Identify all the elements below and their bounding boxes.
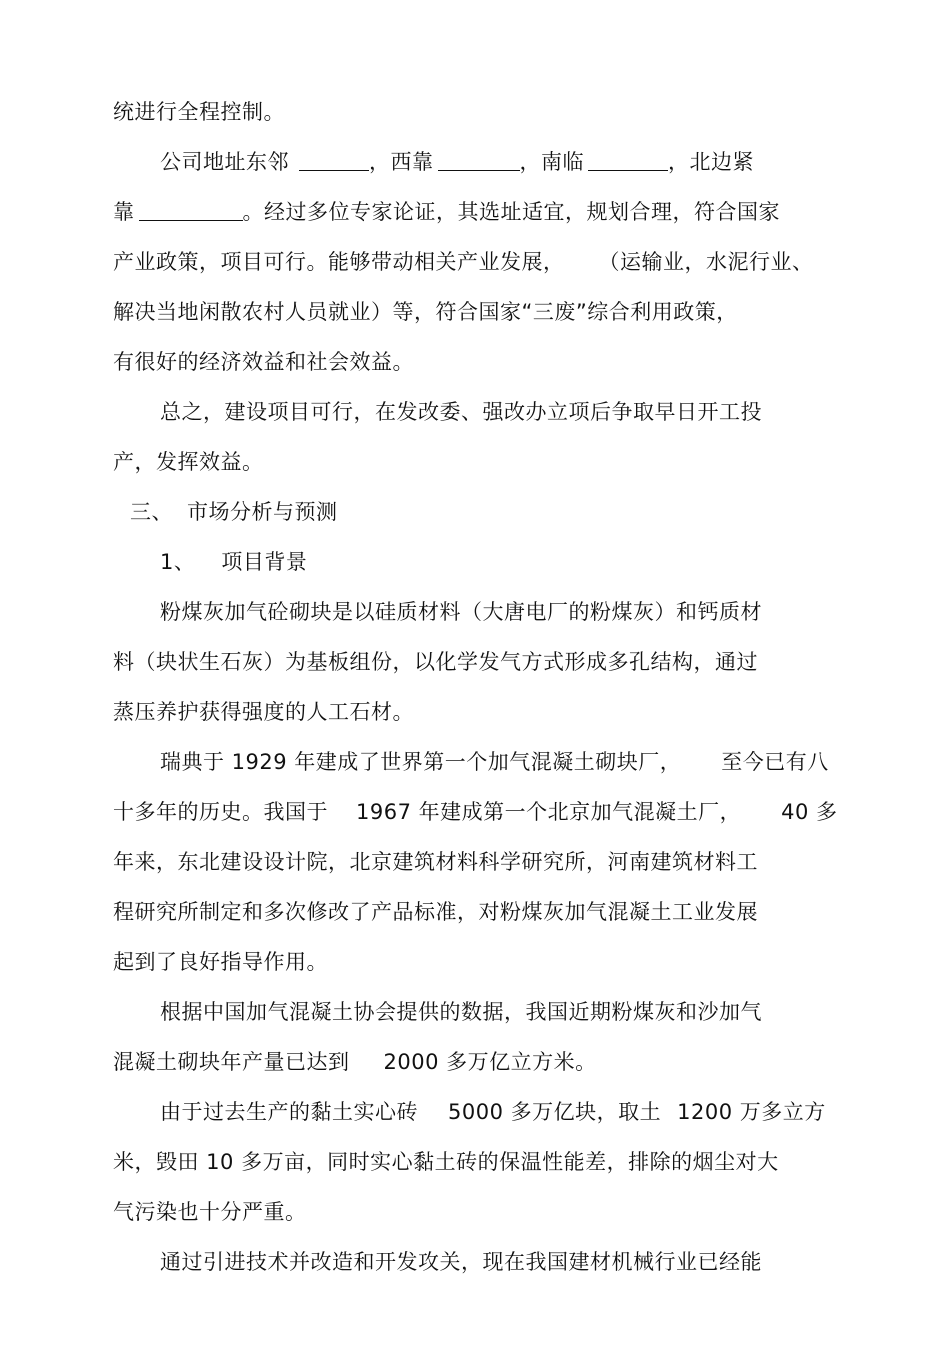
text-line-2: [160, 148, 754, 176]
line-11-text: 粉煤灰加气砼砌块是以硅质材料（大唐电厂的粉煤灰）和钙质材: [160, 600, 762, 624]
text-line-17: [113, 898, 758, 926]
text-line-1: [113, 98, 285, 126]
text-line-23: [113, 1198, 307, 1226]
subsection-number: 1、: [160, 550, 196, 574]
line-2-text-c: ，南临: [519, 150, 584, 174]
blank-east: [299, 150, 369, 171]
line-14-text-b: 至今已有八: [721, 750, 829, 774]
text-line-14: [160, 748, 829, 776]
line-6-text: 有很好的经济效益和社会效益。: [113, 350, 414, 374]
line-21-text-c: 1200 万多立方: [677, 1100, 826, 1124]
text-line-16: [113, 848, 758, 876]
line-15-text-c: 40 多: [781, 800, 838, 824]
text-line-4: [113, 248, 814, 276]
blank-south: [588, 150, 668, 171]
text-line-15: [113, 798, 838, 826]
line-21-text-b: 5000 多万亿块，取土: [448, 1100, 662, 1124]
line-16-text: 年来，东北建设设计院，北京建筑材料科学研究所，河南建筑材料工: [113, 850, 758, 874]
line-8-text: 产，发挥效益。: [113, 450, 264, 474]
section-heading-3: [130, 498, 338, 526]
line-15-text-b: 1967 年建成第一个北京加气混凝土厂，: [356, 800, 742, 824]
text-line-21: [160, 1098, 826, 1126]
line-13-text: 蒸压养护获得强度的人工石材。: [113, 700, 414, 724]
subsection-heading-1: [160, 548, 307, 576]
text-line-8: [113, 448, 264, 476]
line-1-text: 统进行全程控制。: [113, 100, 285, 124]
text-line-19: [160, 998, 762, 1026]
text-line-3: [113, 198, 780, 226]
text-line-5: [113, 298, 738, 326]
line-20-text-b: 2000 多万亿立方米。: [383, 1050, 597, 1074]
line-15-text-a: 十多年的历史。我国于: [113, 800, 328, 824]
line-3-text-b: 。经过多位专家论证，其选址适宜，规划合理，符合国家: [242, 200, 780, 224]
line-2-text-b: ，西靠: [369, 150, 434, 174]
line-7-text: 总之，建设项目可行，在发改委、强改办立项后争取早日开工投: [160, 400, 762, 424]
blank-west: [438, 150, 520, 171]
line-14-text-a: 瑞典于 1929 年建成了世界第一个加气混凝土砌块厂，: [160, 750, 682, 774]
text-line-11: [160, 598, 762, 626]
line-5-text: 解决当地闲散农村人员就业）等，符合国家“三废”综合利用政策，: [113, 300, 738, 324]
line-21-text-a: 由于过去生产的黏土实心砖: [160, 1100, 418, 1124]
section-title: 市场分析与预测: [187, 500, 338, 524]
text-line-22: [113, 1148, 779, 1176]
text-line-13: [113, 698, 414, 726]
text-line-7: [160, 398, 762, 426]
text-line-20: [113, 1048, 597, 1076]
line-23-text: 气污染也十分严重。: [113, 1200, 307, 1224]
line-2-text-a: 公司地址东邻: [160, 150, 289, 174]
text-line-18: [113, 948, 328, 976]
subsection-title: 项目背景: [221, 550, 308, 574]
line-19-text: 根据中国加气混凝土协会提供的数据，我国近期粉煤灰和沙加气: [160, 1000, 762, 1024]
line-3-text-a: 靠: [113, 200, 135, 224]
line-18-text: 起到了良好指导作用。: [113, 950, 328, 974]
line-4-text-b: （运输业，水泥行业、: [598, 250, 814, 274]
text-line-24: [160, 1248, 762, 1276]
line-20-text-a: 混凝土砌块年产量已达到: [113, 1050, 350, 1074]
line-17-text: 程研究所制定和多次修改了产品标准，对粉煤灰加气混凝土工业发展: [113, 900, 758, 924]
blank-north: [139, 200, 243, 221]
section-number: 三、: [130, 500, 173, 524]
text-line-12: [113, 648, 758, 676]
line-22-text: 米，毁田 10 多万亩，同时实心黏土砖的保温性能差，排除的烟尘对大: [113, 1150, 779, 1174]
line-2-text-d: ，北边紧: [668, 150, 754, 174]
text-line-6: [113, 348, 414, 376]
line-12-text: 料（块状生石灰）为基板组份，以化学发气方式形成多孔结构，通过: [113, 650, 758, 674]
line-24-text: 通过引进技术并改造和开发攻关，现在我国建材机械行业已经能: [160, 1250, 762, 1274]
line-4-text-a: 产业政策，项目可行。能够带动相关产业发展，: [113, 250, 565, 274]
